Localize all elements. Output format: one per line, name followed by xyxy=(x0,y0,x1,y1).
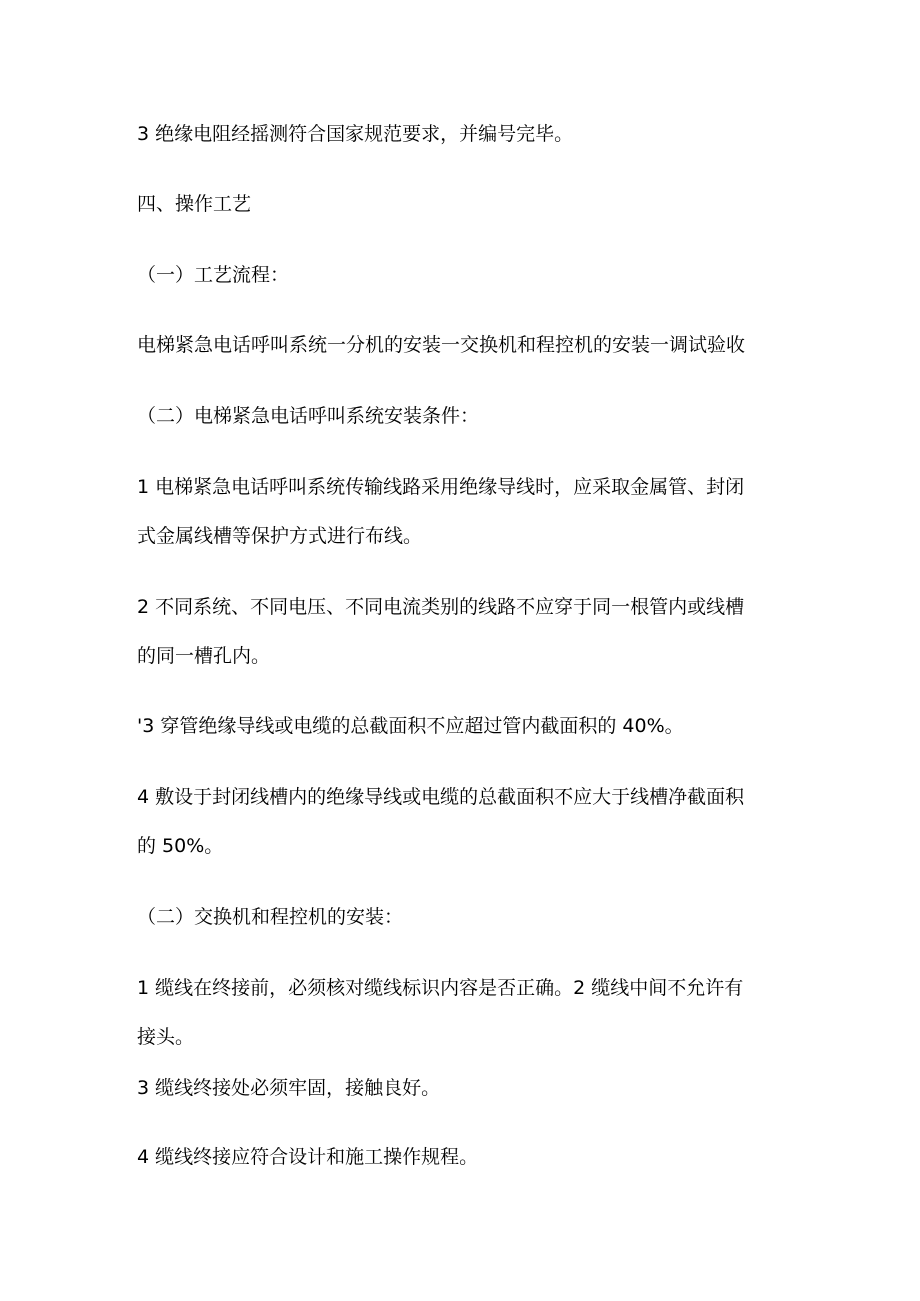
subsection-heading: （二）电梯紧急电话呼叫系统安装条件： xyxy=(137,405,480,427)
text-line: '3 穿管绝缘导线或电缆的总截面积不应超过管内截面积的 40%。 xyxy=(137,715,684,737)
text-line: 4 缆线终接应符合设计和施工操作规程。 xyxy=(137,1146,479,1168)
section-heading: 四、操作工艺 xyxy=(137,193,252,215)
text-line: 2 不同系统、不同电压、不同电流类别的线路不应穿于同一根管内或线槽 xyxy=(137,596,745,618)
text-line: 电梯紧急电话呼叫系统一分机的安装一交换机和程控机的安装一调试验收 xyxy=(137,334,746,356)
subsection-heading: （二）交换机和程控机的安装： xyxy=(137,906,404,928)
text-line: 3 绝缘电阻经摇测符合国家规范要求，并编号完毕。 xyxy=(137,123,574,145)
text-line: 的 50%。 xyxy=(137,835,224,857)
text-line: 1 电梯紧急电话呼叫系统传输线路采用绝缘导线时，应采取金属管、封闭 xyxy=(137,476,745,498)
text-line: 接头。 xyxy=(137,1026,195,1048)
text-line: 3 缆线终接处必须牢固，接触良好。 xyxy=(137,1077,441,1099)
text-line: 式金属线槽等保护方式进行布线。 xyxy=(137,525,423,547)
text-line: 4 敷设于封闭线槽内的绝缘导线或电缆的总截面积不应大于线槽净截面积 xyxy=(137,786,745,808)
text-line: 1 缆线在终接前，必须核对缆线标识内容是否正确。2 缆线中间不允许有 xyxy=(137,977,744,999)
text-line: 的同一槽孔内。 xyxy=(137,645,271,667)
subsection-heading: （一）工艺流程： xyxy=(137,264,290,286)
